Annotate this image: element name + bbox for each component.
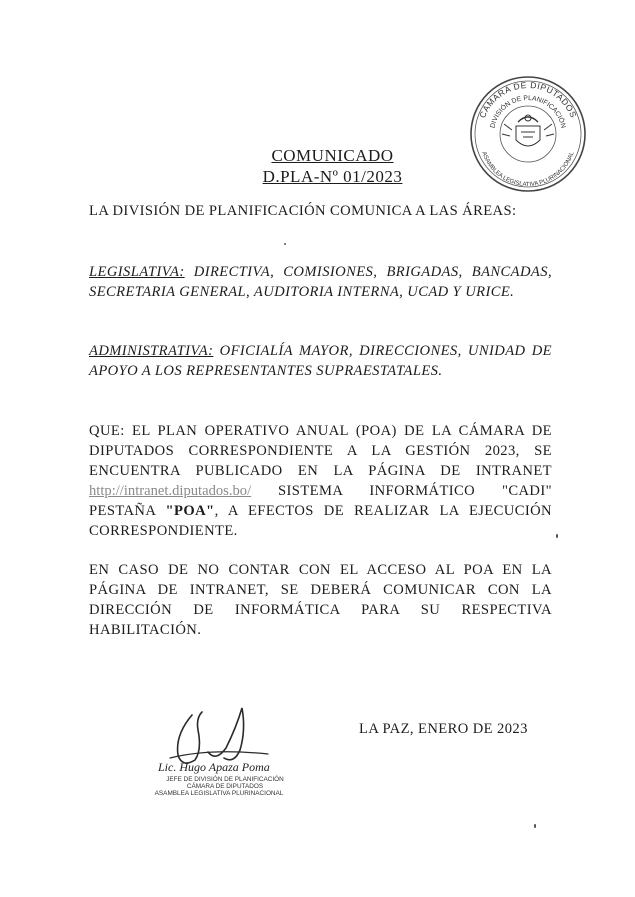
legislativa-label: LEGISLATIVA: [89, 264, 185, 280]
signatory-institution: CÁMARA DE DIPUTADOS [186, 783, 264, 790]
que-text-part1: QUE: EL PLAN OPERATIVO ANUAL (POA) DE LA CÁMARA DE DIPUTADOS CORRESPONDIENTE A LA GESTIÓN 2023, SE ENCUENTRA PUBLICADO EN LA PÁGINA DE INTRANET [89, 423, 552, 479]
administrativa-areas: OFICIALÍA MAYOR, DIRECCIONES, UNIDAD DE APOYO A LOS REPRESENTANTES SUPRAESTATALES. [89, 343, 552, 379]
signatory-name: Lic. Hugo Apaza Poma [158, 760, 270, 774]
seal-ring-inner-text: DIVISIÓN DE PLANIFICACIÓN [489, 94, 567, 129]
legislativa-paragraph [89, 262, 552, 302]
coat-of-arms-icon [502, 115, 554, 146]
intro-paragraph: LA DIVISIÓN DE PLANIFICACIÓN COMUNICA A LAS ÁREAS: [89, 203, 517, 219]
scan-speck [534, 824, 536, 828]
caso-paragraph: EN CASO DE NO CONTAR CON EL ACCESO AL POA EN LA PÁGINA DE INTRANET, SE DEBERÁ COMUNICAR CON LA DIRECCIÓN DE INFORMÁTICA PARA SU RESPECTIVA HABILITACIÓN. [89, 562, 552, 638]
signatory-assembly: ASAMBLEA LEGISLATIVA PLURINACIONAL [154, 790, 284, 797]
scan-speck [284, 243, 286, 245]
scan-speck [556, 534, 558, 538]
seal-ring-bottom-text: ASAMBLEA LEGISLATIVA PLURINACIONAL [480, 151, 576, 189]
place-date: LA PAZ, ENERO DE 2023 [359, 721, 528, 737]
signatory-position: JEFE DE DIVISIÓN DE PLANIFICACIÓN [166, 776, 284, 783]
intranet-link[interactable]: http://intranet.diputados.bo/ [89, 483, 252, 499]
document-title: COMUNICADO [271, 146, 394, 165]
document-number: D.PLA-Nº 01/2023 [262, 167, 403, 186]
administrativa-paragraph [89, 341, 552, 381]
administrativa-label: ADMINISTRATIVA: [89, 343, 214, 359]
que-text-part2: SISTEMA INFORMÁTICO "CADI" PESTAÑA [89, 483, 552, 519]
que-text-part3: , A EFECTOS DE REALIZAR LA EJECUCIÓN CORRESPONDIENTE. [89, 503, 552, 539]
poa-tab-name: "POA" [165, 503, 215, 519]
seal-ring-top-text: CÁMARA DE DIPUTADOS [477, 79, 579, 120]
svg-text:DIVISIÓN DE PLANIFICACIÓN [490, 95, 567, 129]
legislativa-areas: DIRECTIVA, COMISIONES, BRIGADAS, BANCADAS, SECRETARIA GENERAL, AUDITORIA INTERNA, UCAD Y URICE. [89, 264, 552, 300]
que-paragraph [89, 421, 552, 541]
